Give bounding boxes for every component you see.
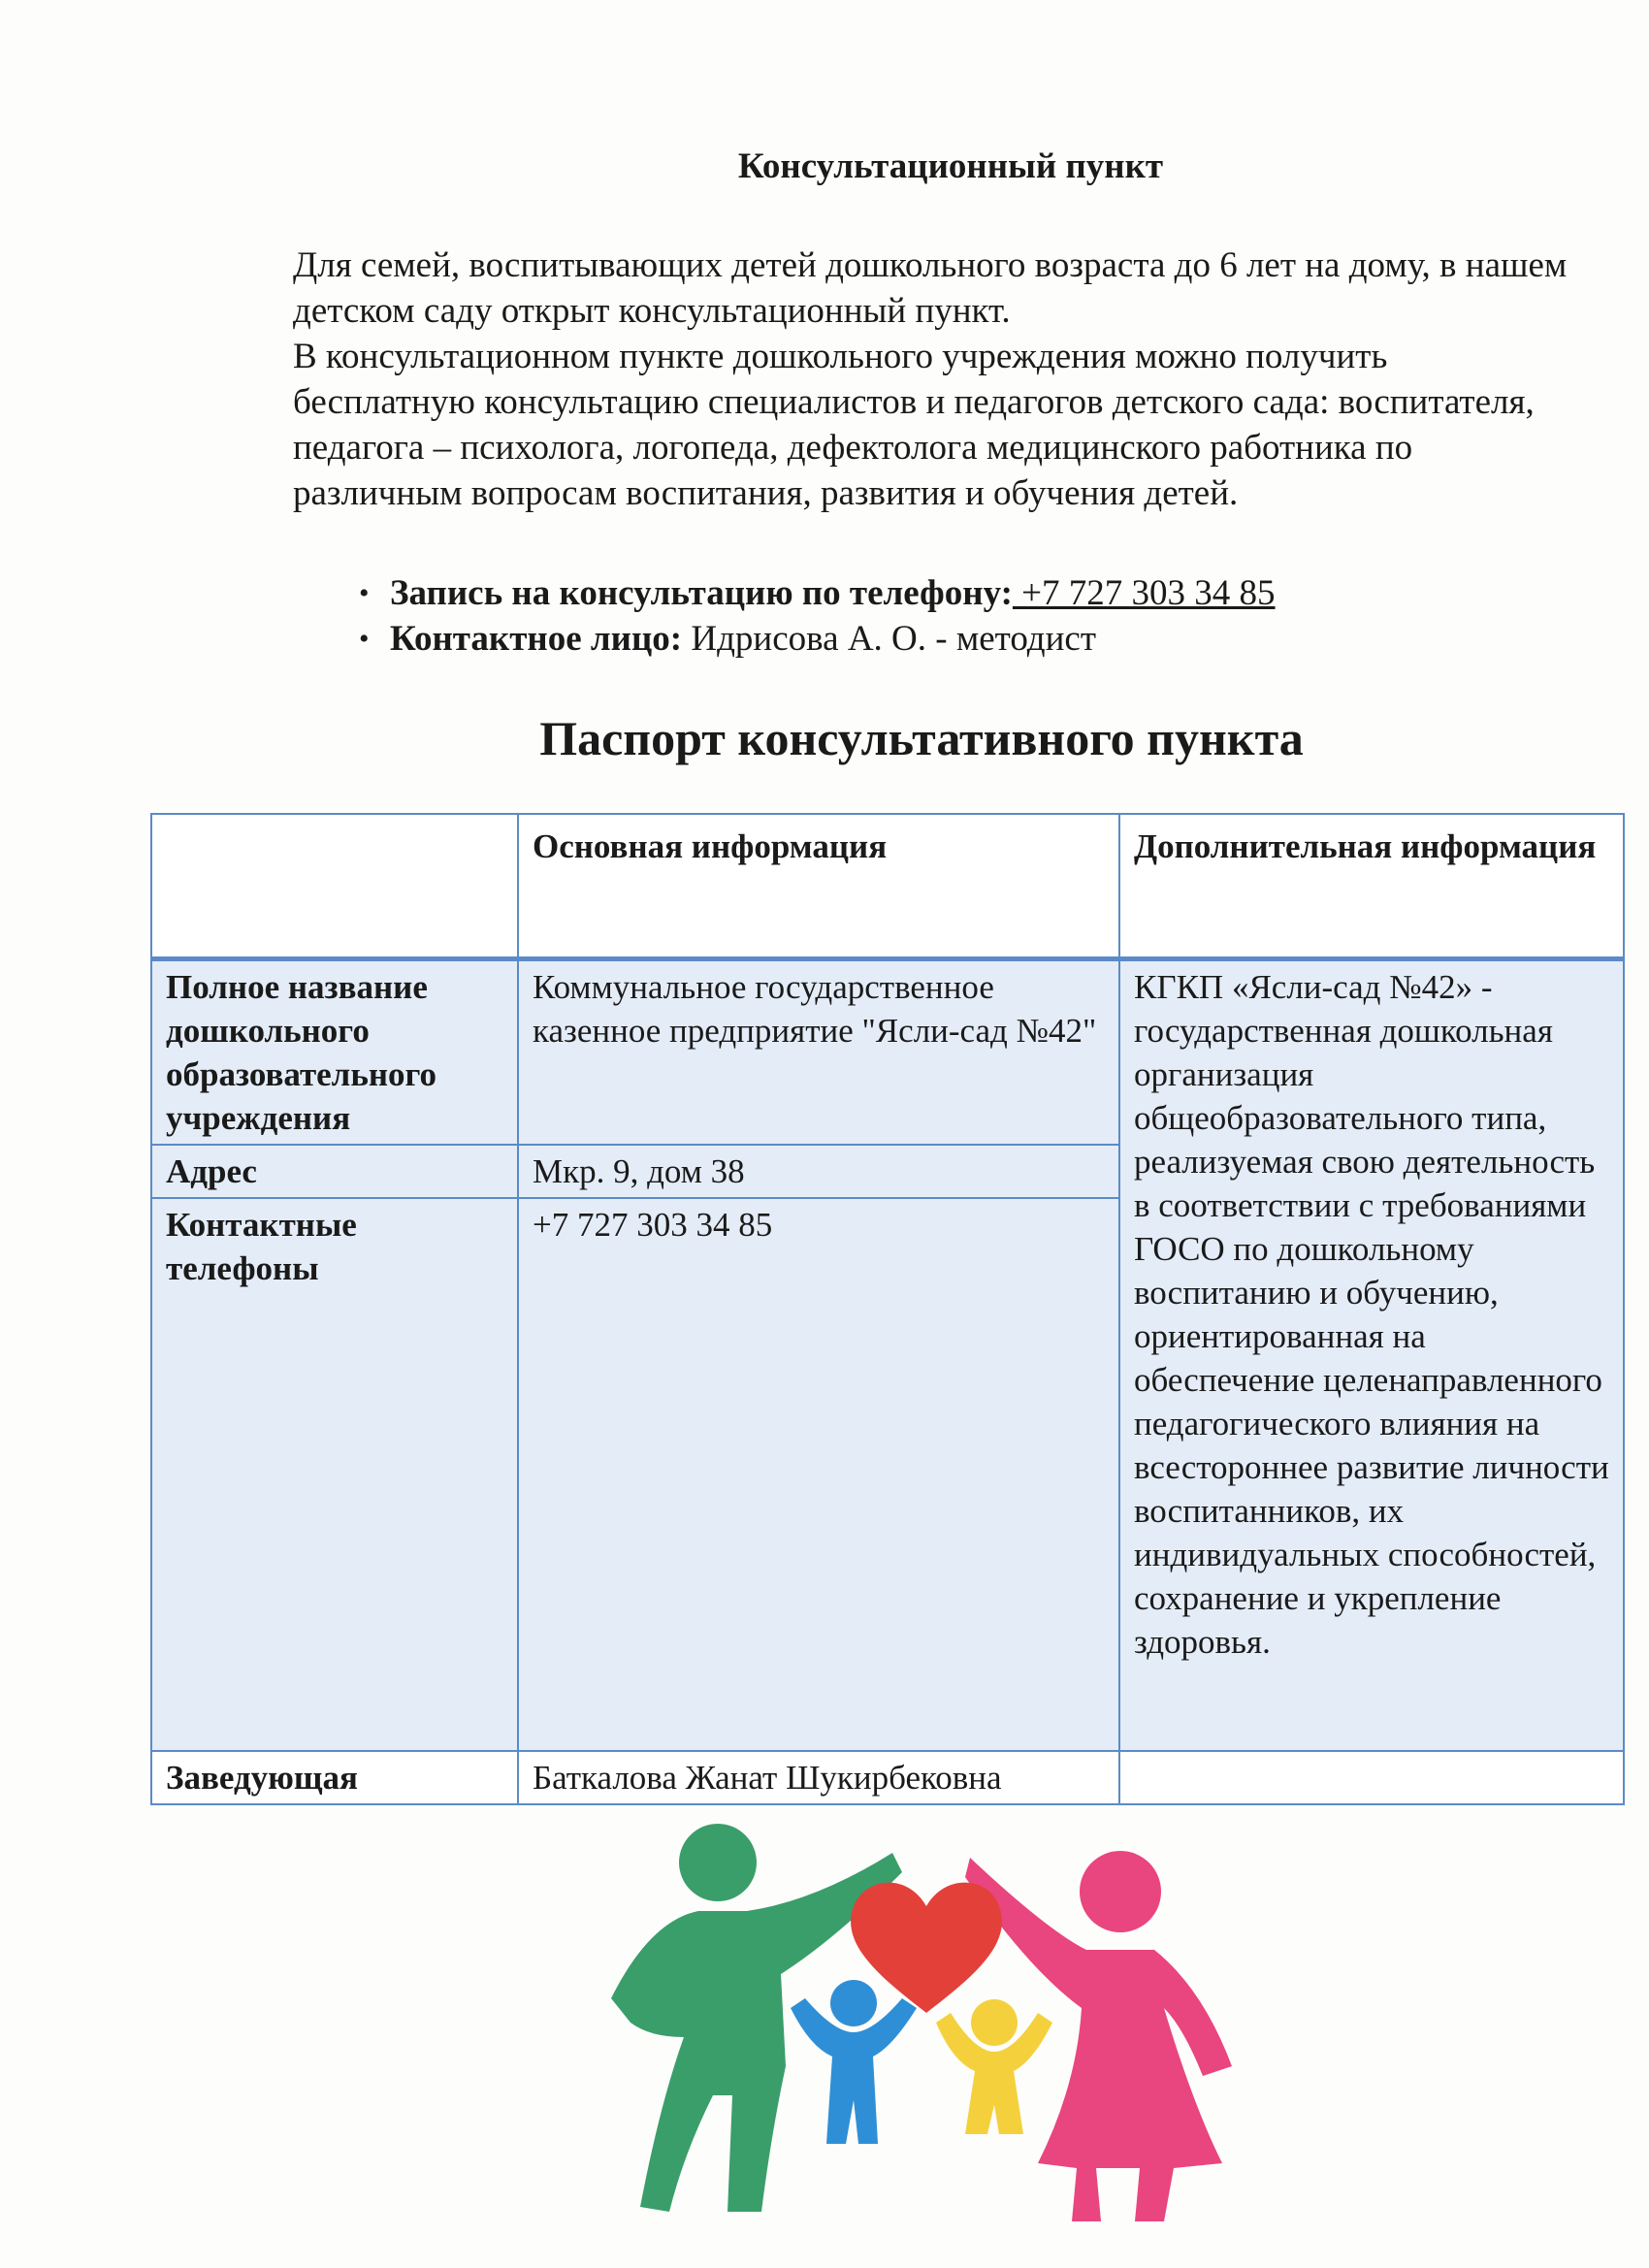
contact-bullet <box>359 616 1276 662</box>
booking-label: Запись на консультацию по телефону: <box>390 573 1013 613</box>
row-extra-head <box>1119 1751 1624 1804</box>
child-yellow-figure <box>936 1999 1052 2134</box>
table-row <box>151 959 1624 1146</box>
family-logo <box>592 1814 1271 2231</box>
intro-paragraph-1: Для семей, воспитывающих детей дошкольного возраста до 6 лет на дому, в нашем детском саду открыт консультационный пункт. <box>293 245 1568 331</box>
table-header-row <box>151 814 1624 959</box>
child-blue-figure <box>791 1980 917 2144</box>
passport-title: Паспорт консультативного пункта <box>539 711 1304 765</box>
header-empty-cell <box>151 814 518 959</box>
intro-text <box>293 243 1573 516</box>
row-label-address: Адрес <box>151 1145 518 1198</box>
extra-info-cell: КГКП «Ясли-сад №42» - государственная дошкольная организация общеобразовательного типа, реализуемая свою деятельность в соответствии с требованиями ГОСО по дошкольному воспитанию и обучению, ориентированная на обеспечение целенаправленного педагогического влияния на всестороннее развитие личности воспитанников, их индивидуальных способностей, сохранение и укрепление здоровья. <box>1119 959 1624 1752</box>
table-row <box>151 1751 1624 1804</box>
booking-bullet <box>359 570 1276 616</box>
header-extra-info: Дополнительная информация <box>1119 814 1624 959</box>
header-main-info: Основная информация <box>518 814 1119 959</box>
booking-phone-link[interactable]: +7 727 303 34 85 <box>1012 573 1276 613</box>
intro-paragraph-2: В консультационном пункте дошкольного учреждения можно получить бесплатную консультацию специалистов и педагогов детского сада: воспитателя, педагога – психолога, логопеда, дефектолога медицинского работника по различным вопросам воспитания, развития и обучения детей. <box>293 337 1535 513</box>
row-value-phones: +7 727 303 34 85 <box>518 1198 1119 1751</box>
row-value-fullname: Коммунальное государственное казенное предприятие "Ясли-сад №42" <box>518 959 1119 1146</box>
row-label-head: Заведующая <box>151 1751 518 1804</box>
row-value-address: Мкр. 9, дом 38 <box>518 1145 1119 1198</box>
row-label-phones: Контактные телефоны <box>151 1198 518 1751</box>
contact-label: Контактное лицо: <box>390 619 683 659</box>
passport-table <box>150 813 1625 1805</box>
contact-bullets <box>359 570 1276 662</box>
contact-value: Идрисова А. О. - методист <box>682 619 1096 659</box>
row-label-fullname: Полное название дошкольного образовательного учреждения <box>151 959 518 1146</box>
page-heading: Консультационный пункт <box>737 146 1164 186</box>
row-value-head: Баткалова Жанат Шукирбековна <box>518 1751 1119 1804</box>
